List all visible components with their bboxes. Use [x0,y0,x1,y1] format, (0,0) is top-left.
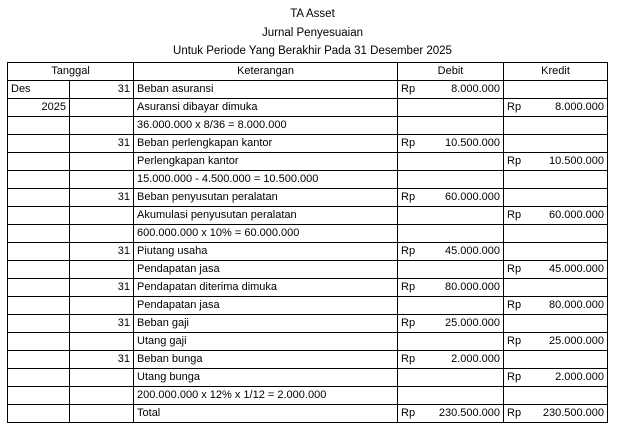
kredit-cell [504,225,608,243]
currency-label: Rp [507,371,522,383]
currency-label: Rp [401,317,416,329]
date-month-cell [8,153,70,171]
kredit-cell [504,171,608,189]
kredit-cell [504,81,608,99]
amount-value: 10.500.000 [444,137,501,149]
amount-value: 25.000.000 [444,317,501,329]
table-row [8,135,608,153]
description-cell: Asuransi dibayar dimuka [134,99,398,117]
description-cell: 15.000.000 - 4.500.000 = 10.500.000 [134,171,398,189]
table-row [8,243,608,261]
amount-value: 8.000.000 [555,101,605,113]
kredit-cell [504,261,608,279]
date-month-cell [8,261,70,279]
journal-table [7,62,608,423]
kredit-cell [504,315,608,333]
description-cell: Beban asuransi [134,81,398,99]
date-month-cell [8,369,70,387]
currency-label: Rp [507,335,522,347]
date-month-cell: 2025 [8,99,70,117]
date-day-cell [70,297,134,315]
currency-label: Rp [401,353,416,365]
debit-cell [398,99,504,117]
table-header-row [8,63,608,81]
debit-cell [398,261,504,279]
date-day-cell [70,117,134,135]
description-cell: Total [134,405,398,423]
date-day-cell [70,207,134,225]
description-cell: Utang gaji [134,333,398,351]
date-month-cell [8,243,70,261]
table-row [8,297,608,315]
amount-value: 230.500.000 [438,407,501,419]
date-month-cell: Des [8,81,70,99]
currency-label: Rp [507,209,522,221]
date-day-cell [70,333,134,351]
debit-cell [398,405,504,423]
header-debit: Debit [398,63,504,81]
description-cell: Beban penyusutan peralatan [134,189,398,207]
description-cell: Piutang usaha [134,243,398,261]
period-subtitle: Untuk Periode Yang Berakhir Pada 31 Desember 2025 [173,45,452,57]
currency-label: Rp [401,245,416,257]
amount-value: 80.000.000 [444,281,501,293]
currency-label: Rp [401,137,416,149]
table-row [8,387,608,405]
description-cell: Pendapatan jasa [134,261,398,279]
debit-cell [398,297,504,315]
currency-label: Rp [401,407,416,419]
amount-value: 45.000.000 [444,245,501,257]
date-day-cell [70,225,134,243]
debit-cell [398,171,504,189]
date-month-cell [8,189,70,207]
date-month-cell [8,279,70,297]
kredit-cell [504,405,608,423]
date-day-cell: 31 [70,351,134,369]
company-name: TA Asset [290,8,335,20]
table-row [8,351,608,369]
header-tanggal: Tanggal [8,63,134,81]
currency-label: Rp [507,263,522,275]
kredit-cell [504,297,608,315]
debit-cell [398,117,504,135]
table-row [8,81,608,99]
kredit-cell [504,243,608,261]
date-day-cell [70,171,134,189]
table-row [8,369,608,387]
description-cell: 200.000.000 x 12% x 1/12 = 2.000.000 [134,387,398,405]
date-day-cell [70,387,134,405]
description-cell: 36.000.000 x 8/36 = 8.000.000 [134,117,398,135]
description-cell: Akumulasi penyusutan peralatan [134,207,398,225]
kredit-cell [504,153,608,171]
amount-value: 2.000.000 [555,371,605,383]
amount-value: 80.000.000 [548,299,605,311]
kredit-cell [504,279,608,297]
debit-cell [398,207,504,225]
date-month-cell [8,117,70,135]
amount-value: 60.000.000 [444,191,501,203]
date-month-cell [8,405,70,423]
debit-cell [398,315,504,333]
table-row [8,333,608,351]
kredit-cell [504,333,608,351]
table-row [8,207,608,225]
header-kredit: Kredit [504,63,608,81]
description-cell: Beban perlengkapan kantor [134,135,398,153]
currency-label: Rp [507,155,522,167]
date-month-cell [8,225,70,243]
date-month-cell [8,135,70,153]
debit-cell [398,333,504,351]
document-title: Jurnal Penyesuaian [261,27,363,39]
kredit-cell [504,135,608,153]
date-day-cell: 31 [70,189,134,207]
table-row [8,225,608,243]
debit-cell [398,369,504,387]
description-cell: Beban bunga [134,351,398,369]
kredit-cell [504,369,608,387]
kredit-cell [504,99,608,117]
description-cell: Perlengkapan kantor [134,153,398,171]
date-day-cell [70,405,134,423]
date-month-cell [8,297,70,315]
date-day-cell [70,369,134,387]
table-row [8,405,608,423]
table-row [8,117,608,135]
currency-label: Rp [401,83,416,95]
amount-value: 25.000.000 [548,335,605,347]
debit-cell [398,279,504,297]
debit-cell [398,351,504,369]
currency-label: Rp [401,191,416,203]
amount-value: 10.500.000 [548,155,605,167]
table-row [8,315,608,333]
amount-value: 60.000.000 [548,209,605,221]
kredit-cell [504,351,608,369]
kredit-cell [504,189,608,207]
date-day-cell: 31 [70,315,134,333]
table-row [8,261,608,279]
description-cell: Pendapatan diterima dimuka [134,279,398,297]
amount-value: 8.000.000 [451,83,501,95]
description-cell: 600.000.000 x 10% = 60.000.000 [134,225,398,243]
kredit-cell [504,117,608,135]
date-month-cell [8,207,70,225]
description-cell: Utang bunga [134,369,398,387]
currency-label: Rp [507,299,522,311]
table-row [8,153,608,171]
date-month-cell [8,387,70,405]
date-day-cell [70,261,134,279]
date-month-cell [8,351,70,369]
date-day-cell: 31 [70,81,134,99]
description-cell: Beban gaji [134,315,398,333]
table-row [8,279,608,297]
currency-label: Rp [507,101,522,113]
table-row [8,189,608,207]
debit-cell [398,225,504,243]
header-keterangan: Keterangan [134,63,398,81]
date-month-cell [8,333,70,351]
table-row [8,99,608,117]
debit-cell [398,243,504,261]
amount-value: 2.000.000 [451,353,501,365]
description-cell: Pendapatan jasa [134,297,398,315]
table-row [8,171,608,189]
currency-label: Rp [507,407,522,419]
debit-cell [398,189,504,207]
amount-value: 45.000.000 [548,263,605,275]
date-day-cell [70,99,134,117]
date-day-cell [70,153,134,171]
date-day-cell: 31 [70,243,134,261]
debit-cell [398,387,504,405]
date-day-cell: 31 [70,279,134,297]
date-month-cell [8,171,70,189]
kredit-cell [504,387,608,405]
debit-cell [398,81,504,99]
debit-cell [398,135,504,153]
currency-label: Rp [401,281,416,293]
amount-value: 230.500.000 [542,407,605,419]
kredit-cell [504,207,608,225]
date-day-cell: 31 [70,135,134,153]
debit-cell [398,153,504,171]
date-month-cell [8,315,70,333]
